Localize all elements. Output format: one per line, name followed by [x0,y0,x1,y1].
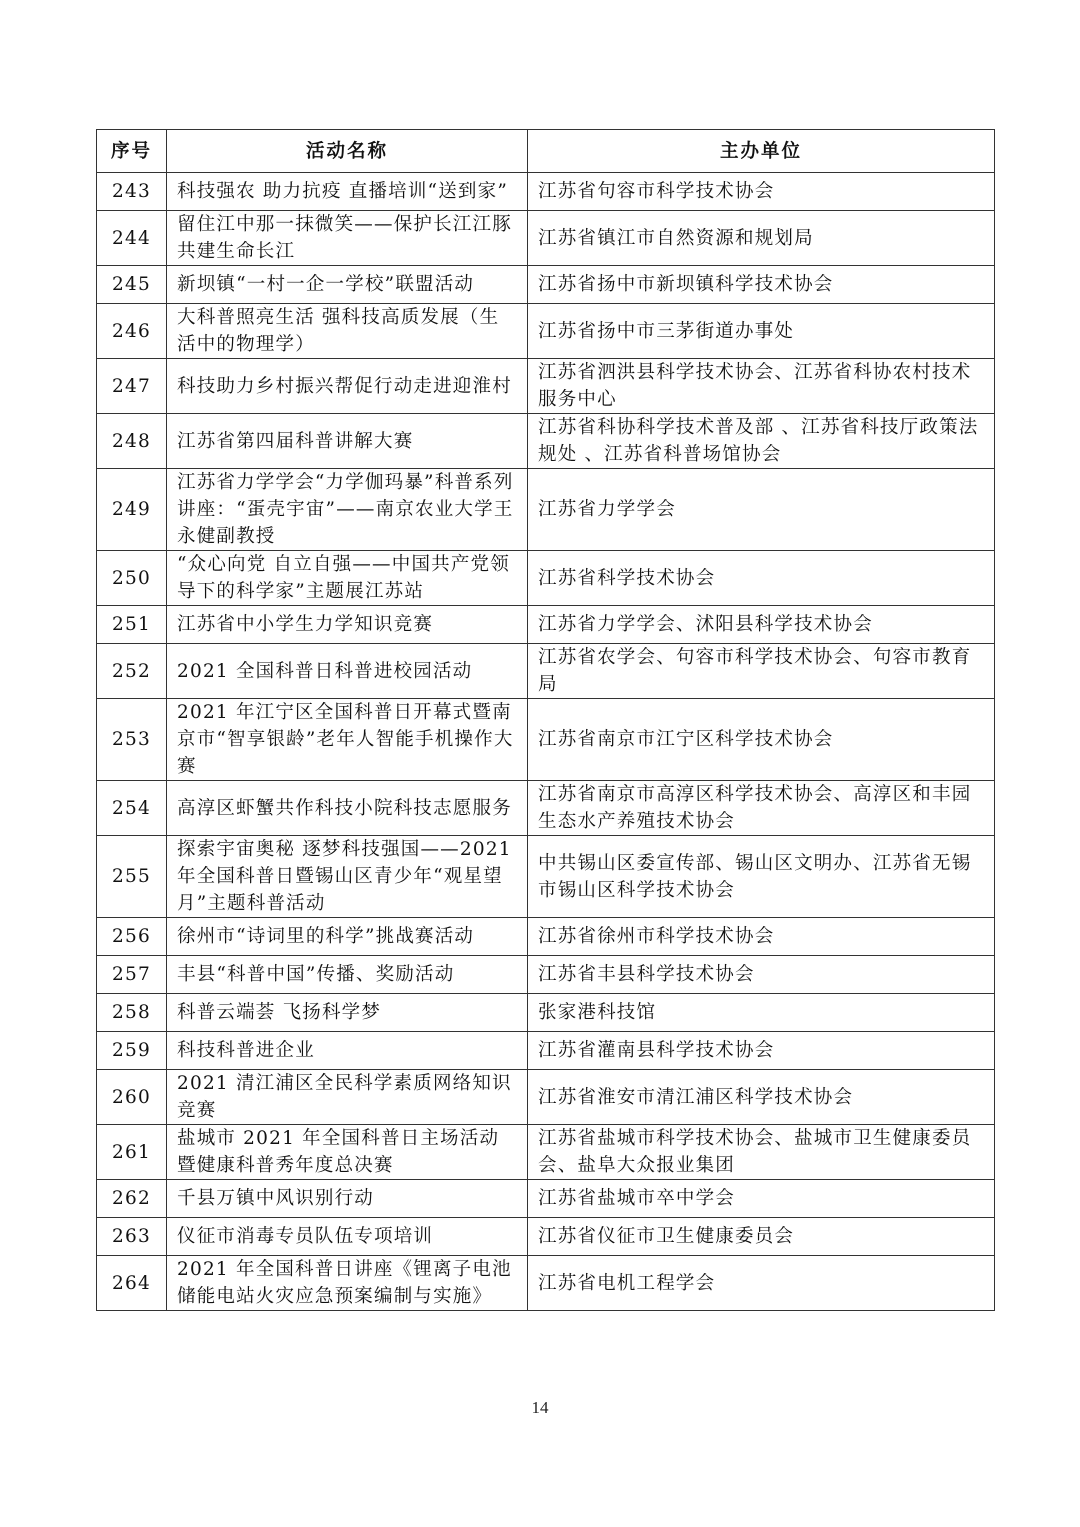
organizer: 江苏省科学技术协会 [528,551,995,606]
table-row [97,1218,995,1256]
activity-name: 丰县“科普中国”传播、奖励活动 [167,956,528,994]
table-row [97,1180,995,1218]
row-number: 249 [97,469,167,551]
row-number: 254 [97,781,167,836]
row-number: 244 [97,211,167,266]
table-row [97,781,995,836]
table-row [97,551,995,606]
table-row [97,173,995,211]
activity-name: 2021 清江浦区全民科学素质网络知识竞赛 [167,1070,528,1125]
row-number: 248 [97,414,167,469]
organizer: 江苏省灌南县科学技术协会 [528,1032,995,1070]
organizer: 江苏省力学学会 [528,469,995,551]
row-number: 251 [97,606,167,644]
table-row [97,211,995,266]
activity-table [96,129,995,1311]
table-row [97,956,995,994]
table-row [97,918,995,956]
organizer: 张家港科技馆 [528,994,995,1032]
activity-name: 科普云端荟 飞扬科学梦 [167,994,528,1032]
row-number: 260 [97,1070,167,1125]
row-number: 257 [97,956,167,994]
row-number: 259 [97,1032,167,1070]
organizer: 江苏省南京市江宁区科学技术协会 [528,699,995,781]
table-row [97,1125,995,1180]
organizer: 江苏省盐城市科学技术协会、盐城市卫生健康委员会、盐阜大众报业集团 [528,1125,995,1180]
activity-name: 2021 年全国科普日讲座《锂离子电池储能电站火灾应急预案编制与实施》 [167,1256,528,1311]
organizer: 江苏省句容市科学技术协会 [528,173,995,211]
activity-name: 仪征市消毒专员队伍专项培训 [167,1218,528,1256]
header-activity-name: 活动名称 [167,130,528,173]
table-row [97,994,995,1032]
header-row [97,130,995,173]
activity-name: 留住江中那一抹微笑——保护长江江豚共建生命长江 [167,211,528,266]
page-number: 14 [531,1398,549,1417]
organizer: 江苏省盐城市卒中学会 [528,1180,995,1218]
row-number: 264 [97,1256,167,1311]
table-row [97,304,995,359]
organizer: 江苏省力学学会、沭阳县科学技术协会 [528,606,995,644]
activity-name: 大科普照亮生活 强科技高质发展（生活中的物理学） [167,304,528,359]
row-number: 247 [97,359,167,414]
organizer: 中共锡山区委宣传部、锡山区文明办、江苏省无锡市锡山区科学技术协会 [528,836,995,918]
table-header [97,130,995,173]
organizer: 江苏省南京市高淳区科学技术协会、高淳区和丰园生态水产养殖技术协会 [528,781,995,836]
table-row [97,606,995,644]
table-body [97,173,995,1311]
activity-name: 徐州市“诗词里的科学”挑战赛活动 [167,918,528,956]
table-row [97,699,995,781]
row-number: 256 [97,918,167,956]
row-number: 255 [97,836,167,918]
organizer: 江苏省电机工程学会 [528,1256,995,1311]
table-row [97,1070,995,1125]
activity-name: 探索宇宙奥秘 逐梦科技强国——2021 年全国科普日暨锡山区青少年“观星望月”主题科普活动 [167,836,528,918]
organizer: 江苏省扬中市三茅街道办事处 [528,304,995,359]
organizer: 江苏省徐州市科学技术协会 [528,918,995,956]
row-number: 252 [97,644,167,699]
activity-name: 盐城市 2021 年全国科普日主场活动 暨健康科普秀年度总决赛 [167,1125,528,1180]
table-row [97,1032,995,1070]
organizer: 江苏省仪征市卫生健康委员会 [528,1218,995,1256]
organizer: 江苏省扬中市新坝镇科学技术协会 [528,266,995,304]
activity-name: 江苏省第四届科普讲解大赛 [167,414,528,469]
activity-name: 江苏省力学学会“力学伽玛暴”科普系列讲座：“蛋壳宇宙”——南京农业大学王永健副教授 [167,469,528,551]
organizer: 江苏省科协科学技术普及部 、江苏省科技厅政策法规处 、江苏省科普场馆协会 [528,414,995,469]
table-row [97,469,995,551]
organizer: 江苏省农学会、句容市科学技术协会、句容市教育局 [528,644,995,699]
row-number: 253 [97,699,167,781]
organizer: 江苏省镇江市自然资源和规划局 [528,211,995,266]
activity-name: 千县万镇中风识别行动 [167,1180,528,1218]
table-row [97,644,995,699]
activity-name: 江苏省中小学生力学知识竞赛 [167,606,528,644]
header-organizer: 主办单位 [528,130,995,173]
row-number: 246 [97,304,167,359]
activity-name: 高淳区虾蟹共作科技小院科技志愿服务 [167,781,528,836]
organizer: 江苏省淮安市清江浦区科学技术协会 [528,1070,995,1125]
organizer: 江苏省泗洪县科学技术协会、江苏省科协农村技术服务中心 [528,359,995,414]
activity-name: 科技强农 助力抗疫 直播培训“送到家” [167,173,528,211]
activity-name: 2021 全国科普日科普进校园活动 [167,644,528,699]
activity-name: 2021 年江宁区全国科普日开幕式暨南京市“智享银龄”老年人智能手机操作大赛 [167,699,528,781]
activity-name: 科技科普进企业 [167,1032,528,1070]
table-row [97,1256,995,1311]
activity-name: 新坝镇“一村一企一学校”联盟活动 [167,266,528,304]
activity-name: “众心向党 自立自强——中国共产党领导下的科学家”主题展江苏站 [167,551,528,606]
table-row [97,266,995,304]
activity-name: 科技助力乡村振兴帮促行动走进迎淮村 [167,359,528,414]
header-no: 序号 [97,130,167,173]
table-row [97,836,995,918]
organizer: 江苏省丰县科学技术协会 [528,956,995,994]
row-number: 245 [97,266,167,304]
row-number: 261 [97,1125,167,1180]
row-number: 258 [97,994,167,1032]
row-number: 263 [97,1218,167,1256]
table-row [97,359,995,414]
row-number: 262 [97,1180,167,1218]
row-number: 243 [97,173,167,211]
row-number: 250 [97,551,167,606]
table-row [97,414,995,469]
